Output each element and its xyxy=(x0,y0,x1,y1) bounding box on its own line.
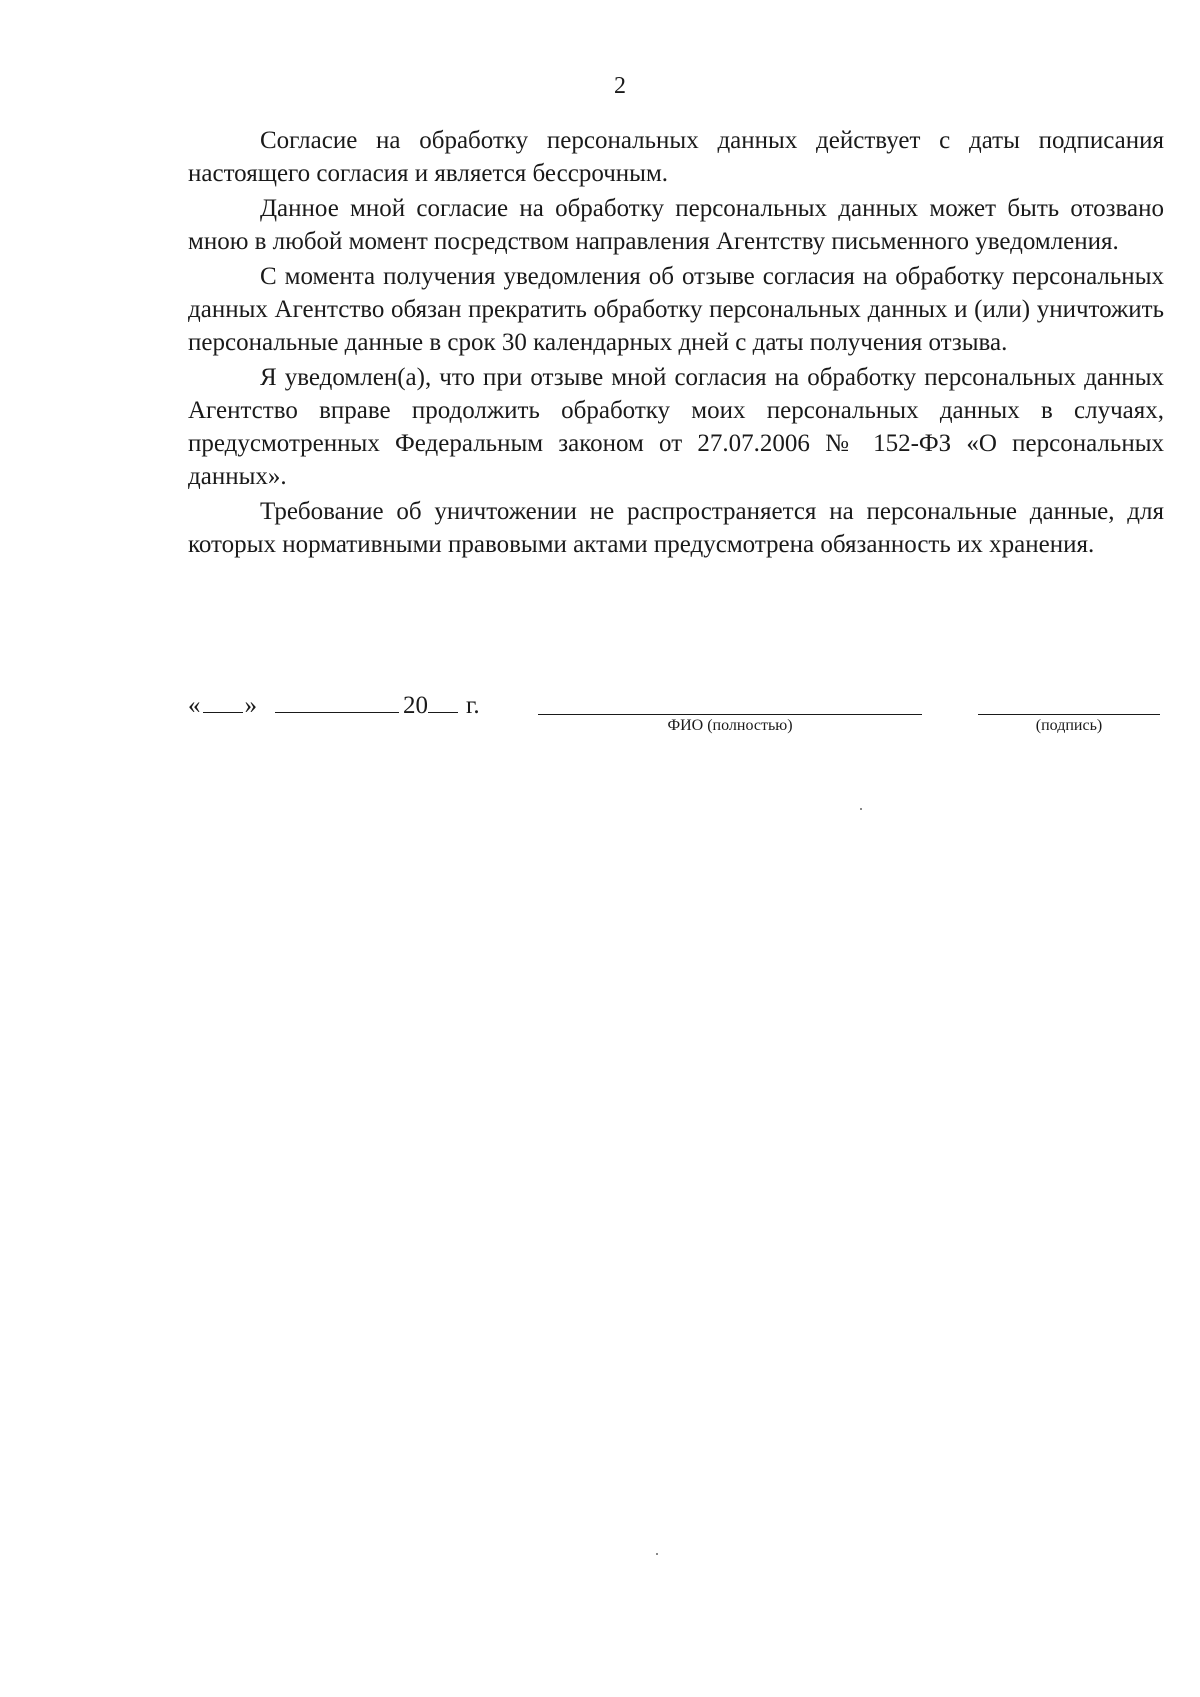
month-blank[interactable] xyxy=(275,690,399,713)
paragraph-termination: С момента получения уведомления об отзыве согласия на обработку персональных данных Агентство обязан прекратить обработку персональных данных и (или) уничтожить персональные данные в срок 30 календарных дней с даты получения отзыва. xyxy=(188,263,1164,356)
scan-speck xyxy=(656,1553,658,1555)
year-blank[interactable] xyxy=(428,690,458,713)
year-prefix: 20 xyxy=(403,692,428,719)
consent-text xyxy=(188,124,1164,563)
paragraph-validity: Согласие на обработку персональных данных действует с даты подписания настоящего согласия и является бессрочным. xyxy=(188,127,1164,187)
open-quote: « xyxy=(188,692,201,719)
year-suffix: г. xyxy=(466,692,480,719)
signature-line[interactable] xyxy=(978,690,1160,715)
day-blank[interactable] xyxy=(203,690,243,713)
paragraph-storage: Требование об уничтожении не распространяется на персональные данные, для которых нормативными правовыми актами предусмотрена обязанность их хранения. xyxy=(188,498,1164,558)
scan-speck xyxy=(860,808,862,810)
fio-field xyxy=(538,690,922,735)
date-field xyxy=(188,690,480,721)
signature-caption: (подпись) xyxy=(1035,717,1103,734)
fio-line[interactable] xyxy=(538,690,922,715)
fio-caption: ФИО (полностью) xyxy=(667,717,793,734)
close-quote: » xyxy=(244,692,257,719)
paragraph-revocation: Данное мной согласие на обработку персональных данных может быть отозвано мною в любой момент посредством направления Агентству письменного уведомления. xyxy=(188,195,1164,255)
paragraph-notice: Я уведомлен(а), что при отзыве мной согласия на обработку персональных данных Агентство вправе продолжить обработку моих персональных данных в случаях, предусмотренных Федеральным законом от 27.07.2006 № 152-ФЗ «О персональных данных». xyxy=(188,364,1164,490)
signature-field xyxy=(978,690,1160,735)
signature-row xyxy=(0,690,1200,750)
page-number: 2 xyxy=(614,73,626,99)
